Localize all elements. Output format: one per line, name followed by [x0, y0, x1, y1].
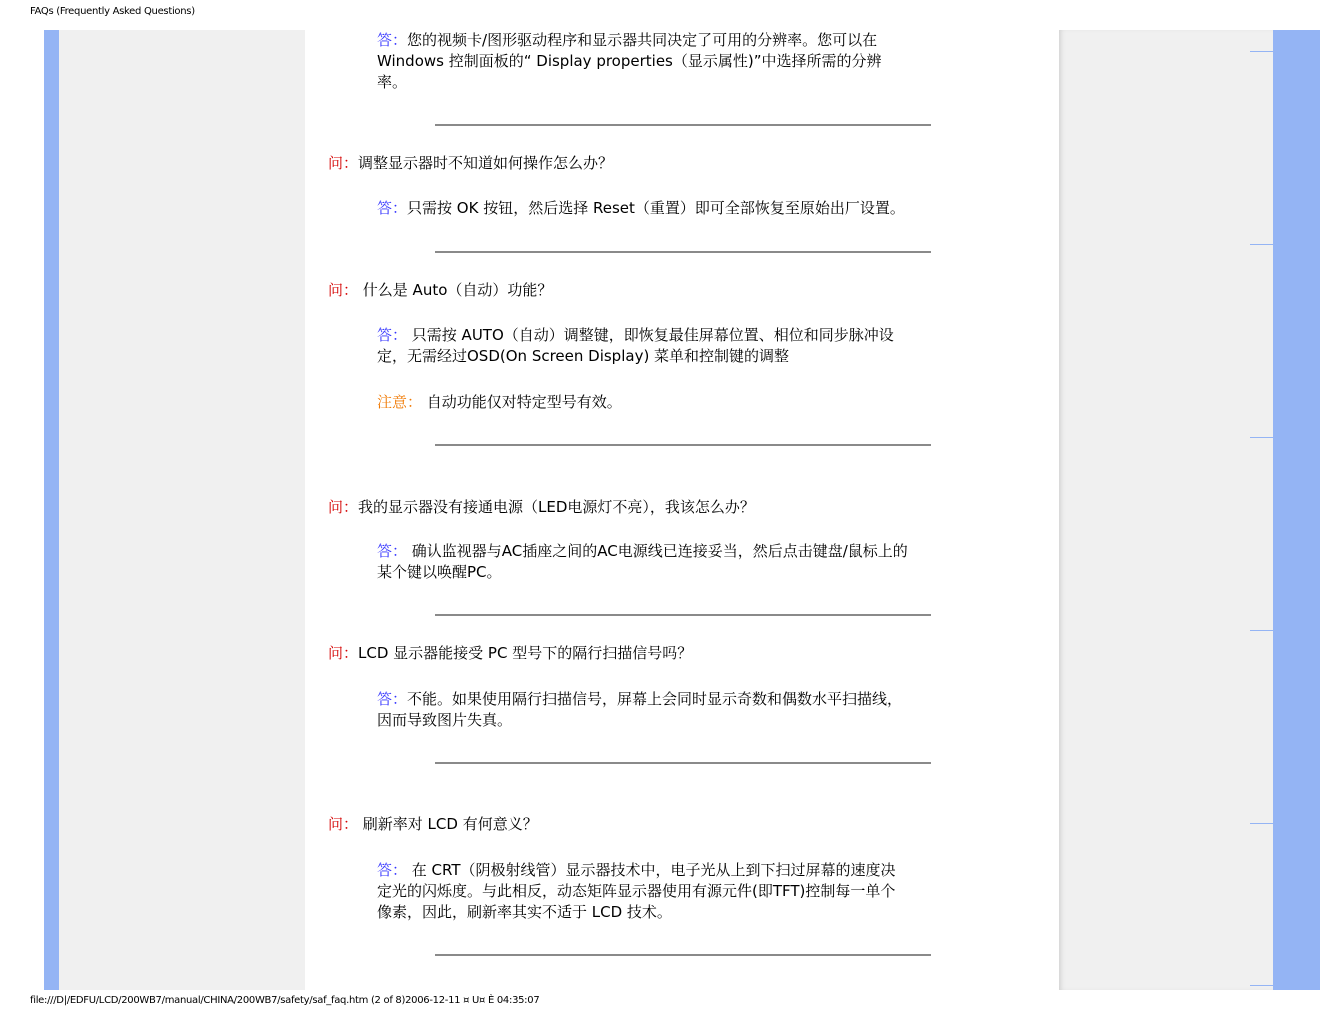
question-text: 刷新率对 LCD 有何意义？: [358, 815, 538, 833]
answer-text: 确认监视器与AC插座之间的AC电源线已连接妥当，然后点击键盘/鼠标上的: [407, 542, 908, 560]
question-label: 问：: [328, 644, 359, 662]
answer-text: 率。: [377, 73, 408, 91]
sidebar-tick: [1250, 437, 1273, 438]
answer-label: 答：: [377, 199, 408, 217]
divider-rule: [435, 614, 931, 616]
question-text: 调整显示器时不知道如何操作怎么办？: [358, 154, 614, 172]
faq-answer: [377, 860, 896, 923]
faq-question: [328, 643, 692, 664]
question-label: 问：: [328, 498, 359, 516]
faq-answer: [377, 198, 905, 219]
sidebar-tick: [1250, 823, 1273, 824]
answer-text: 定光的闪烁度。与此相反，动态矩阵显示器使用有源元件(即TFT)控制每一单个: [377, 882, 896, 900]
answer-text: 定，无需经过OSD(On Screen Display) 菜单和控制键的调整: [377, 347, 790, 365]
answer-label: 答：: [377, 861, 408, 879]
sidebar-tick: [1250, 51, 1273, 52]
divider-rule: [435, 124, 931, 126]
faq-note: [377, 392, 622, 413]
answer-text: 因而导致图片失真。: [377, 711, 513, 729]
left-blue-bar: [44, 30, 59, 990]
faq-question: [328, 814, 538, 835]
answer-text: 在 CRT（阴极射线管）显示器技术中，电子光从上到下扫过屏幕的速度决: [407, 861, 896, 879]
faq-answer: [377, 689, 902, 731]
question-label: 问：: [328, 154, 359, 172]
note-label: 注意：: [377, 393, 423, 411]
answer-text: 像素，因此，刷新率其实不适于 LCD 技术。: [377, 903, 672, 921]
divider-rule: [435, 954, 931, 956]
answer-text: 您的视频卡/图形驱动程序和显示器共同决定了可用的分辨率。您可以在: [407, 31, 878, 49]
answer-text: 只需按 OK 按钮，然后选择 Reset（重置）即可全部恢复至原始出厂设置。: [407, 199, 905, 217]
answer-label: 答：: [377, 542, 408, 560]
note-text: 自动功能仅对特定型号有效。: [422, 393, 622, 411]
answer-label: 答：: [377, 31, 408, 49]
divider-rule: [435, 444, 931, 446]
right-sidebar-panel: [1059, 30, 1273, 990]
page-header-title: FAQs (Frequently Asked Questions): [30, 6, 195, 17]
faq-question: [328, 280, 552, 301]
left-sidebar-panel: [59, 30, 305, 990]
answer-text: 某个键以唤醒PC。: [377, 563, 502, 581]
faq-answer: [377, 30, 882, 93]
faq-answer: [377, 541, 908, 583]
faq-question: [328, 153, 613, 174]
question-label: 问：: [328, 815, 359, 833]
answer-label: 答：: [377, 326, 408, 344]
faq-question: [328, 497, 755, 518]
right-blue-bar: [1273, 30, 1320, 990]
divider-rule: [435, 762, 931, 764]
answer-text: 只需按 AUTO（自动）调整键，即恢复最佳屏幕位置、相位和同步脉冲设: [407, 326, 894, 344]
sidebar-tick: [1250, 244, 1273, 245]
sidebar-tick: [1250, 985, 1273, 986]
answer-text: Windows 控制面板的“ Display properties（显示属性)”中选择所需的分辨: [377, 52, 882, 70]
right-gutter: [1043, 30, 1059, 990]
question-text: 我的显示器没有接通电源（LED电源灯不亮），我该怎么办？: [358, 498, 755, 516]
question-text: 什么是 Auto（自动）功能？: [358, 281, 553, 299]
answer-text: 不能。如果使用隔行扫描信号，屏幕上会同时显示奇数和偶数水平扫描线，: [407, 690, 903, 708]
answer-label: 答：: [377, 690, 408, 708]
divider-rule: [435, 251, 931, 253]
question-label: 问：: [328, 281, 359, 299]
faq-answer: [377, 325, 894, 367]
sidebar-tick: [1250, 630, 1273, 631]
page-footer-path: file:///D|/EDFU/LCD/200WB7/manual/CHINA/200WB7/safety/saf_faq.htm (2 of 8)2006-12-11 ¤ U¤ È 04:35:07: [30, 995, 540, 1006]
question-text: LCD 显示器能接受 PC 型号下的隔行扫描信号吗？: [358, 644, 693, 662]
